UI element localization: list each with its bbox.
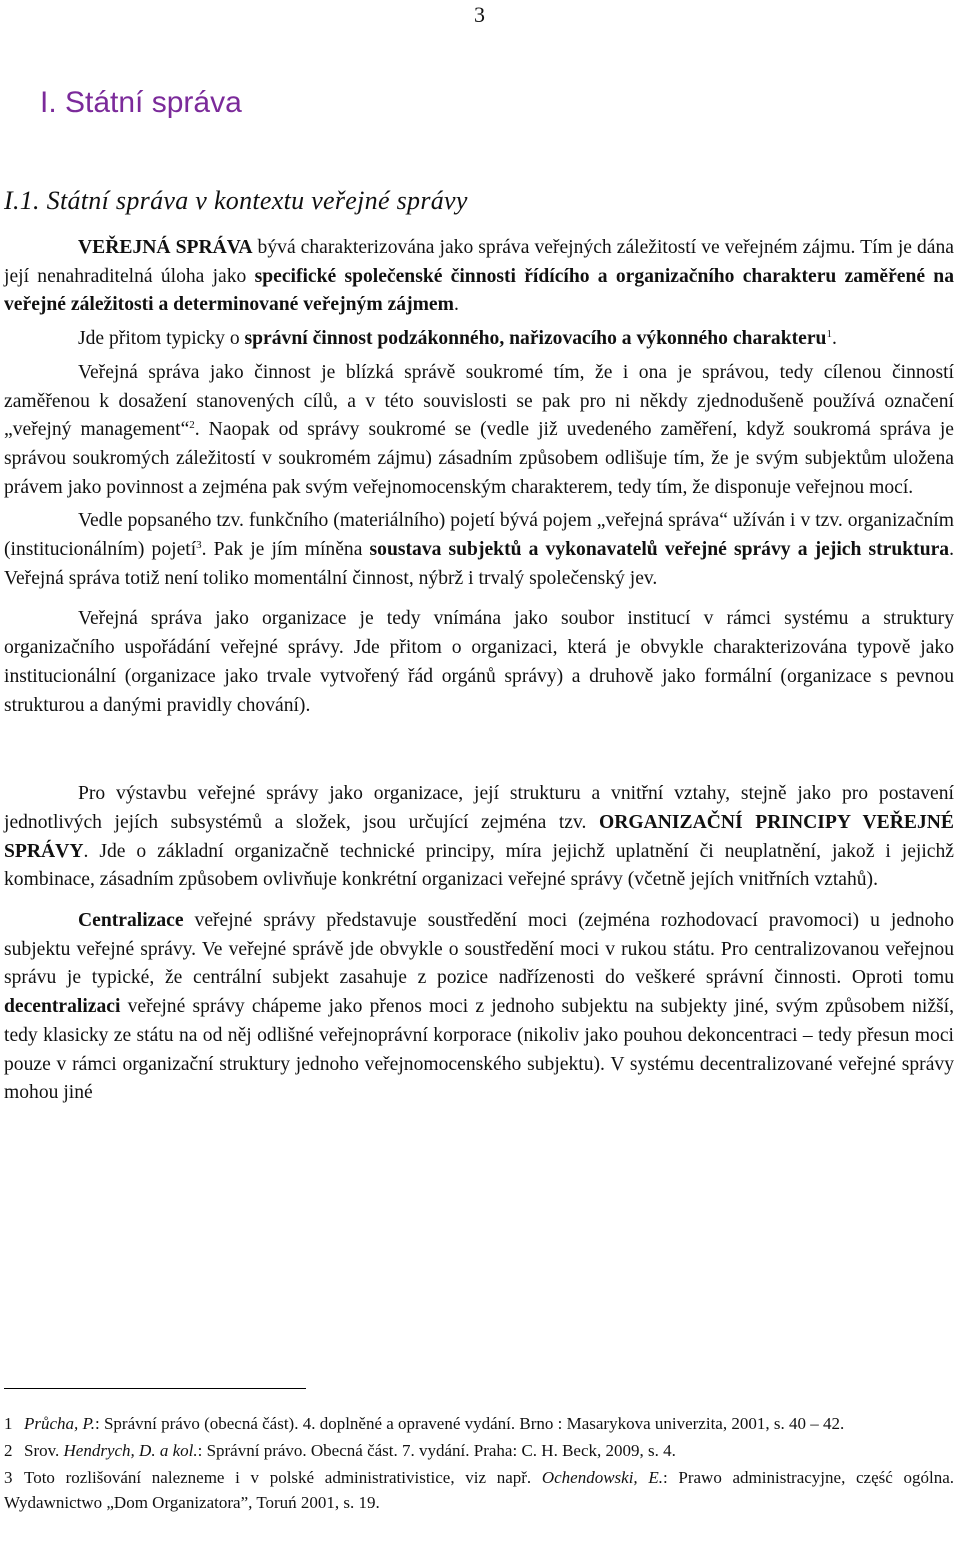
footnote-3 [4,1465,954,1515]
footnote-ref-1[interactable]: 1 [826,328,832,341]
footnote-1 [4,1411,954,1436]
bold-phrase: ORGANIZAČNÍ PRINCIPY VEŘEJNÉ SPRÁVY [4,811,954,862]
text-run: veřejné správy chápeme jako přenos moci z jednoho subjektu na subjekty jiné, svým způsobem nižší, tedy klasicky ze státu na od něj odlišné veřejnoprávní korporace (nikoliv jako pouhou dekoncentraci – tedy přesun moci pouze v rámci organizační struktury jednoho veřejnomocenského subjektu). V systému decentralizované veřejné správy mohou jiné [4,996,954,1104]
text-run: . Veřejná správa totiž není toliko momentální činnost, nýbrž i trvalý společenský jev. [4,539,954,589]
text-run: veřejné správy představuje soustředění moci (zejména rozhodovací pravomoci) u jednoho subjektu veřejné správy. Ve veřejné správě jde obvykle o soustředění moci v rukou státu. Pro centralizovanou veřejnou správu je typické, že centrální subjekt zasahuje z pozice nadřízenosti do veškeré správní činnosti. Oproti tomu [4,910,954,989]
text-run: Jde přitom typicky o [78,328,245,350]
footnote-author: Průcha, P. [24,1414,95,1433]
footnote-divider [4,1388,306,1389]
chapter-title: I. Státní správa [40,86,242,119]
paragraph-4 [4,507,954,593]
footnote-2 [4,1438,954,1463]
footnote-number: 1 [4,1414,13,1433]
paragraph-7 [4,907,954,1108]
footnote-number: 3 [4,1468,13,1487]
paragraph-5 [4,605,954,720]
text-run: . Jde o základní organizačně technické principy, míra jejichž uplatnění či neuplatnění, jakož i jejichž kombinace, zásadním způsobem ovlivňuje konkrétní organizaci veřejné správy (včetně jejích vnitřních vztahů). [4,840,954,891]
section-title: I.1. Státní správa v kontextu veřejné správy [4,186,468,215]
paragraph-1 [4,234,954,320]
bold-term: VEŘEJNÁ SPRÁVA [78,237,253,258]
footnote-text: : Prawo administracyjne, część ogólna. Wydawnictwo „Dom Organizatora”, Toruń 2001, s. 19. [4,1468,954,1512]
footnotes [4,1411,954,1517]
paragraph-2 [4,325,954,354]
bold-phrase: specifické společenské činnosti řídícího a organizačního charakteru zaměřené na veřejné záležitosti a determinované veřejným zájmem [4,265,954,316]
footnote-text: : Správní právo. Obecná část. 7. vydání. Praha: C. H. Beck, 2009, s. 4. [197,1441,676,1460]
footnote-text: Toto rozlišování nalezneme i v polské administrativistice, viz např. [24,1468,542,1487]
paragraph-6 [4,780,954,895]
text-run: bývá charakterizována jako správa veřejných záležitostí ve veřejném zájmu. Tím je dána její nenahraditelná úloha jako [4,237,954,287]
bold-term: decentralizaci [4,996,121,1018]
text-run: . [831,328,837,350]
bold-phrase: soustava subjektů a vykonavatelů veřejné správy a jejich struktura [369,539,950,561]
footnote-ref-3[interactable]: 3 [196,539,202,552]
footnote-ref-2[interactable]: 2 [189,419,195,432]
body-text [4,234,954,1108]
page-number: 3 [474,2,485,27]
text-run: Veřejná správa jako organizace je tedy vnímána jako soubor institucí v rámci systému a struktury organizačního uspořádání veřejné správy. Jde přitom o organizaci, která je obvykle charakterizována typově jako institucionální (organizace jako trvale vytvořený řád orgánů správy) a druhově jako formální (organizace s pevnou strukturou a danými pravidly chování). [4,608,954,716]
text-run: . Naopak od správy soukromé se (vedle již uvedeného zaměření, když soukromá správa je správou soukromých záležitostí v soukromém zájmu) zásadním způsobem odlišuje tím, že je svým subjektům uložena právem jako povinnost a zejména pak svým veřejnomocenským charakterem, tedy tím, že disponuje veřejnou mocí. [4,419,954,498]
bold-term: Centralizace [78,910,184,932]
footnote-author: Hendrych, D. a kol. [63,1441,198,1460]
footnote-text: : Správní právo (obecná část). 4. doplněné a opravené vydání. Brno : Masarykova univerzita, 2001, s. 40 – 42. [95,1414,845,1433]
text-run: . [453,294,459,316]
text-run: Vedle popsaného tzv. funkčního (materiálního) pojetí bývá pojem „veřejná správa“ užíván i v tzv. organizačním (institucionálním) pojetí [4,510,954,561]
paragraph-3 [4,359,954,503]
footnote-author: Ochendowski, E. [541,1468,663,1487]
footnote-text: Srov. [24,1441,64,1460]
footnote-number: 2 [4,1441,13,1460]
bold-phrase: správní činnost podzákonného, nařizovacího a výkonného charakteru [244,328,827,350]
text-run: Pro výstavbu veřejné správy jako organizace, její strukturu a vnitřní vztahy, stejně jako pro postavení jednotlivých jejích subsystémů a složek, jsou určující zejména tzv. [4,783,954,833]
text-run: . Pak je jím míněna [201,539,370,561]
text-run: Veřejná správa jako činnost je blízká správě soukromé tím, že i ona je správou, tedy cílenou činností zaměřenou k dosažení stanovených cílů, a v této souvislosti se pak pro ni někdy zjednodušeně používá označení „veřejný management“ [4,361,954,441]
